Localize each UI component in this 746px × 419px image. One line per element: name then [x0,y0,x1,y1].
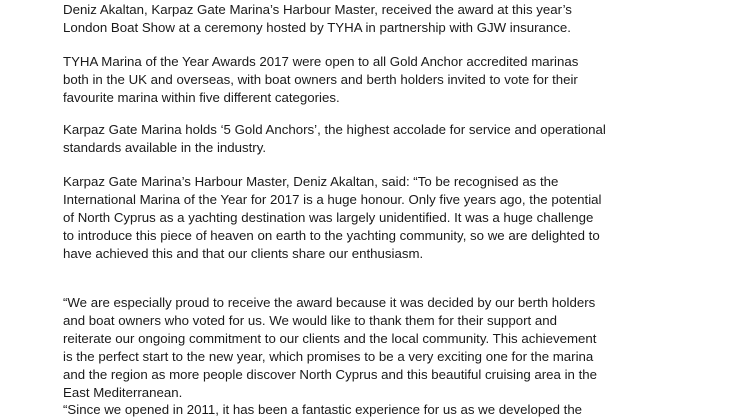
paragraph-harbour-master-quote: Karpaz Gate Marina’s Harbour Master, Deniz Akaltan, said: “To be recognised as the International Marina of the Year for 2017 is a huge honour. Only five years ago, the potential of North Cyprus as a yachting destination was largely unidentified. It was a huge challenge to introduce this piece of heaven on earth to the yachting community, so we are delighted to have achieved this and that our clients share our enthusiasm. [63,174,602,261]
paragraph-awards-eligibility: TYHA Marina of the Year Awards 2017 were open to all Gold Anchor accredited marinas both in the UK and overseas, with boat owners and berth holders invited to vote for their favourite marina within five different categories. [63,54,579,105]
paragraph-gold-anchors: Karpaz Gate Marina holds ‘5 Gold Anchors’, the highest accolade for service and operational standards available in the industry. [63,122,606,155]
paragraph-award-received: Deniz Akaltan, Karpaz Gate Marina’s Harbour Master, received the award at this year’s London Boat Show at a ceremony hosted by TYHA in partnership with GJW insurance. [63,2,572,35]
paragraph-since-2011: “Since we opened in 2011, it has been a fantastic experience for us as we developed the [63,402,583,417]
paragraph-proud-quote: “We are especially proud to receive the award because it was decided by our berth holders and boat owners who voted for us. We would like to thank them for their support and reiterate our ongoing commitment to our clients and the local community. This achievement is the perfect start to the new year, which promises to be a very exciting one for the marina and the region as more people discover North Cyprus and this beautiful cruising area in the East Mediterranean. [63,295,597,400]
